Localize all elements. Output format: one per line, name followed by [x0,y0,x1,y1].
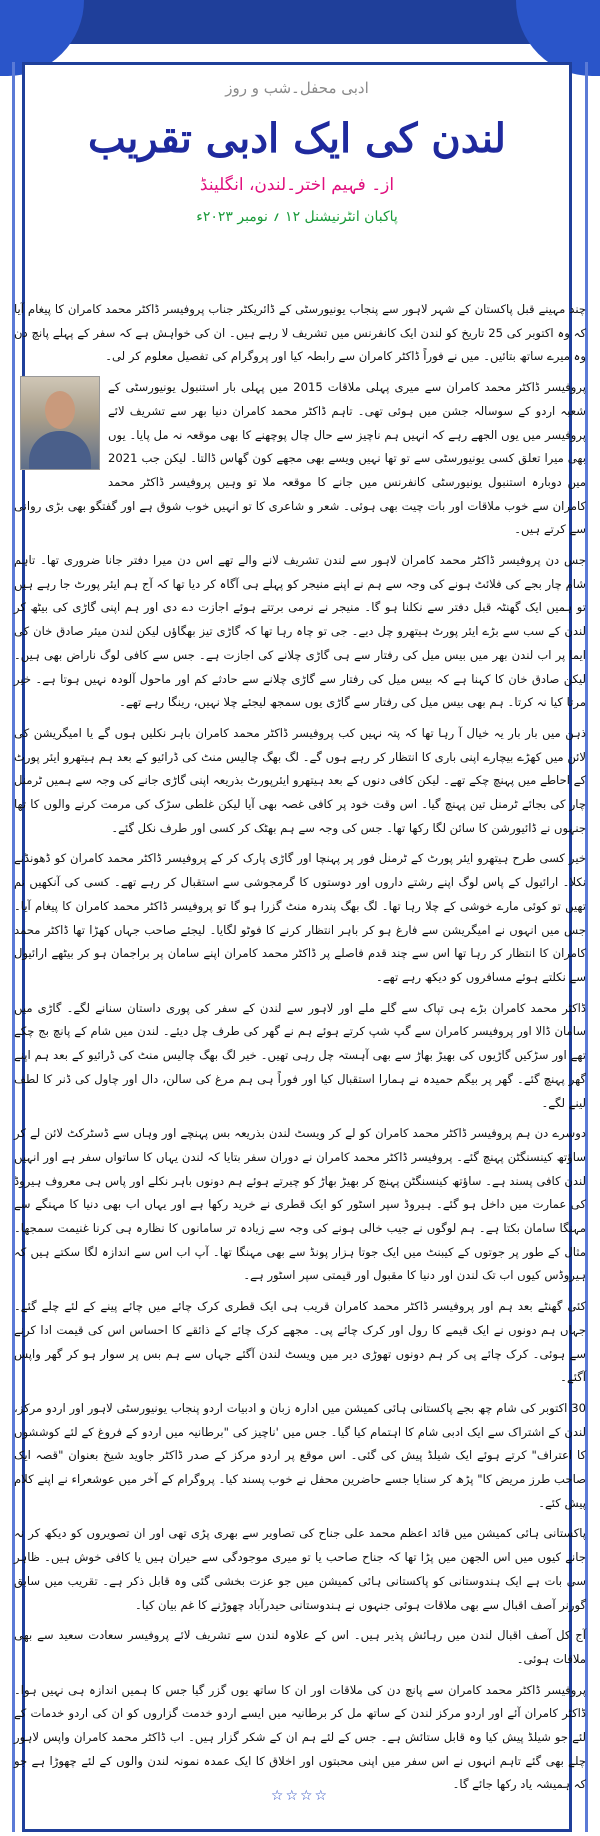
paragraph: ڈاکٹر محمد کامران بڑے ہی تپاک سے گلے ملے اور لاہور سے لندن کے سفر کی پوری داستان سنانے لگے۔ گاڑی میں سامان ڈالا اور پروفیسر کامران سے گپ شپ کرتے ہوئے ہم نے گھر کی طرف چل دیئے۔ لندن میں شام کے پانچ بج چکے تھے اور سڑکیں گاڑیوں کی بھیڑ بھاڑ سے بھی آہستہ چل رہی تھیں۔ خیر لگ بھگ چالیس منٹ کی ڈرائیو کے بعد ہم اپنے گھر پہنچ گئے۔ گھر پر بیگم حمیدہ نے ہمارا استقبال کیا اور فوراً ہی ہم مرغ کی سالن، دال اور چاول کی ڈنر کا لطف لینے لگے۔ [14,1000,586,1110]
paragraph: دوسرے دن ہم پروفیسر ڈاکٹر محمد کامران کو لے کر ویسٹ لندن بذریعہ بس پہنچے اور وہاں سے ڈسٹرکٹ لائن لے کر ساؤتھ کینسنگٹن پہنچ گئے۔ پروفیسر ڈاکٹر محمد کامران نے دوران سفر بتایا کہ لندن یہاں کا ساتواں سفر ہے اور انہیں لندن کافی پسند ہے۔ ساؤتھ کینسنگٹن پہنچ کر بھیڑ بھاڑ کو چیرتے ہوئے ہم دونوں باہر نکلے اور پاس ہی معروف ہیروڈ کی عمارت میں داخل ہو گئے۔ ہیروڈ سپر اسٹور کو ایک قطری نے خرید رکھا ہے اور یہاں اب بھی دنیا کا مہنگے سے مہنگا سامان بکتا ہے۔ ہم لوگوں نے جیب خالی ہونے کی وجہ سے زیادہ تر سامانوں کا نظارہ ہی کرنا غنیمت سمجھا۔ مثال کے طور پر جوتوں کے کیبنٹ میں ایک جوتا ہزار پونڈ سے بھی مہنگا تھا۔ آپ اب اس سے اندازہ لگا سکتے ہیں کہ ہیروڈس کیوں اب تک لندن اور دنیا کا مقبول اور قیمتی سپر اسٹور ہے۔ [14,1126,586,1283]
author-photo [20,376,100,470]
paragraph: کئی گھنٹے بعد ہم اور پروفیسر ڈاکٹر محمد کامران قریب ہی ایک قطری کرک چائے میں چائے پینے کے لئے چلے گئے۔ جہاں ہم دونوں نے ایک قیمے کا رول اور کرک چائے پی۔ مجھے کرک چائے کے ذائقے کا احساس اس کی قیمت ادا کرنے سے ہوئی۔ کرک چائے پی کر ہم دونوں تھوڑی دیر میں ویسٹ لندن آگئے جہاں سے ہم بس پر سوار ہو کر گھر واپس آگئے۔ [14,1299,586,1385]
photo-shirt [29,431,91,470]
end-stars: ☆☆☆☆ [270,1788,330,1804]
author-byline: از۔ فہیم اختر۔لندن، انگلینڈ [199,175,395,195]
paragraph: پاکستانی ہائی کمیشن میں قائد اعظم محمد علی جناح کی تصاویر سے بھری پڑی تھی اور ان تصویروں کو دیکھ کر نہ جانے کیوں میں اس الجھن میں پڑا تھا کہ جناح صاحب یا تو میری موجودگی سے حیران ہیں یا کافی خوش ہیں۔ ظاہر سی بات ہے ایک ہندوستانی کو پاکستانی ہائی کمیشن میں جو عزت بخشی گئی وہ قابل ذکر ہے۔ تقریب میں سابق گورنر آصف اقبال سے بھی ملاقات ہوئی جنہوں نے ہندوستانی حیدرآباد چھوڑنے کا غم بیان کیا۔ [14,1526,586,1612]
article-body [14,298,586,1804]
publication-dateline: پاکبان انٹرنیشنل ۱۲ ؍ نومبر ۲۰۲۳ء [196,209,398,225]
paragraph: آج کل آصف اقبال لندن میں رہائش پذیر ہیں۔ اس کے علاوہ لندن سے تشریف لائے پروفیسر سعادت سعید سے بھی ملاقات ہوئی۔ [14,1628,586,1666]
article-header [25,79,569,225]
paragraph: 30 اکتوبر کی شام چھ بجے پاکستانی ہائی کمیشن میں ادارہ زبان و ادبیات اردو پنجاب یونیورسٹی لاہور اور اردو مرکز، لندن کے اشتراک سے ایک ادبی شام کا اہتمام کیا گیا۔ جس میں 'ناچیز کی "برطانیہ میں اردو کے فروغ کے لئے کوششوں کا اعتراف" کرتے ہوئے ایک شیلڈ پیش کی گئی۔ اس موقع پر اردو مرکز کے صدر ڈاکٹر جاوید شیخ بعنوان "قصہ ایک صاحب طرز مریض کا" پڑھ کر سنایا جسے حاضرین محفل نے خوب پسند کیا۔ پروگرام کے آخر میں عوشعراء نے اپنے کلام پیش کئے۔ [14,1400,586,1510]
paragraph: ذہن میں بار بار یہ خیال آ رہا تھا کہ پتہ نہیں کب پروفیسر ڈاکٹر محمد کامران باہر نکلیں ہوں گے یا امیگریشن کی لائن میں کھڑے بیچارے اپنی باری کا انتظار کر رہے ہوں گے۔ لگ بھگ چالیس منٹ کی ڈرائیو کے بعد ہم ہیتھرو ایئر پورٹ کے احاطے میں پہنچ چکے تھے۔ لیکن کافی دنوں کے بعد ہیتھرو ایئرپورٹ بذریعہ اپنی گاڑی جانے کی وجہ سے ہمیں ٹرمنل چار کی بجائے ٹرمنل تین پہنچ گیا۔ اس وقت خود پر کافی غصہ بھی آیا لیکن غلطی سڑک کی مرمت کرنے والوں کا تھا جنہوں نے ڈائیورشن کا سائن لگا رکھا تھا۔ جس کی وجہ سے ہم بھٹک کر کسی اور طرف نکل گئے۔ [14,725,586,835]
paragraph: خیر کسی طرح ہیتھرو ایئر پورٹ کے ٹرمنل فور پر پہنچا اور گاڑی پارک کر کے پروفیسر ڈاکٹر محمد کامران کو ڈھونڈنے نکلا۔ ارائیول کے پاس لوگ اپنے رشتے داروں اور دوستوں کا گرمجوشی سے استقبال کر رہے تھے۔ کسی کی آنکھیں نم تھیں تو کوئی مارے خوشی کے چلا رہا تھا۔ لگ بھگ پندرہ منٹ گزرا ہو گا تو پروفیسر ڈاکٹر محمد کامران کا پیغام آیا۔ جس میں انہوں نے امیگریشن سے فارغ ہو کر باہر انتظار کرنے کا فوٹو لگایا۔ لیجئے صاحب جہاں کھڑا تھا ڈاکٹر محمد کامران کا انتظار کر رہا تھا اس سے چند قدم فاصلے پر ڈاکٹر محمد کامران اپنے سامان پر براجمان ہو کر بیٹھے ارائیول سے نکلتے ہوئے مسافروں کو دیکھ رہے تھے۔ [14,851,586,984]
photo-face [45,391,75,429]
section-label: ادبی محفل۔شب و روز [225,79,369,97]
paragraph: پروفیسر ڈاکٹر محمد کامران سے میری پہلی ملاقات 2015 میں پہلی بار استنبول یونیورسٹی کے شعبہ اردو کے سوسالہ جشن میں ہوئی تھی۔ تاہم ڈاکٹر محمد کامران دنیا بھر سے تشریف لائے پروفیسر میں یوں الجھے رہے کہ انہیں ہم ناچیز سے حال چال پوچھنے کا بھی موقعہ نہ مل پایا۔ یوں بھی میرا تعلق کسی یونیورسٹی سے تو تھا نہیں ویسے بھی مجھے کون گھاس ڈالتا۔ لیکن جب 2021 میں دوبارہ استنبول یونیورسٹی کانفرنس میں جانے کا موقعہ ملا تو وہیں پروفیسر ڈاکٹر محمد کامران سے خوب ملاقات اور بات چیت بھی ہوئی۔ شعر و شاعری کا تو انہیں خوب شوق ہے اور گفتگو بھی بڑی روانی سے کرتے ہیں۔ [14,380,586,537]
paragraph: جس دن پروفیسر ڈاکٹر محمد کامران لاہور سے لندن تشریف لانے والے تھے اس دن میرا دفتر جانا ضروری تھا۔ تاہم شام چار بجے کی فلائٹ ہونے کی وجہ سے ہم نے اپنے منیجر کو پہلے ہی آگاہ کر دیا تھا کہ آج ہم ایئر پورٹ جا رہے ہیں تو ہمیں ایک گھنٹہ قبل دفتر سے نکلنا ہو گا۔ منیجر نے نرمی برتتے ہوئے اجازت دے دی اور ہم اپنی گاڑی کی بیٹھ کر لندن کے سب سے بڑے ایئر پورٹ ہیتھرو چل دیے۔ جی تو چاہ رہا تھا کہ گاڑی تیز بھگاؤں لیکن لندن میئر صادق خان کی ایما پر اب لندن بھر میں بیس میل کی رفتار سے ہی گاڑی چلانے کی اجازت ہے۔ جس سے کافی لوگ ناراض بھی ہیں۔ لیکن صادق خان کا کہنا ہے کہ بیس میل کی رفتار سے گاڑی چلانے سے حادثے کم اور ماحول آلودہ نہیں ہوتا ہے۔ خیر مرتا کیا نہ کرتا۔ ہم بھی بیس میل کی رفتار سے گاڑی یوں سمجھ لیجئے چلا نہیں، رینگا رہے تھے۔ [14,553,586,710]
article-title: لندن کی ایک ادبی تقریب [87,115,506,162]
paragraph: پروفیسر ڈاکٹر محمد کامران سے پانچ دن کی ملاقات اور ان کا ساتھ یوں گزر گیا جس کا ہمیں اندازہ ہی نہیں ہوا۔ ڈاکٹر کامران آئے اور اردو مرکز لندن کے ساتھ مل کر برطانیہ میں ایسے اردو خدمت گزاروں کو ان کی اردو خدمات کے لئے جو شیلڈ پیش کیا وہ قابل ستائش ہے۔ جس کے لئے ہم ان کے شکر گزار ہیں۔ اب ڈاکٹر محمد کامران واپس لاہور چلے بھی گئے تاہم انہوں نے اس سفر میں اپنی محبتوں اور اخلاق کا ایک عمدہ نمونہ لندن والوں کے لئے چھوڑا ہے جو کہ ہمیشہ یاد رکھا جائے گا۔ [14,1682,586,1792]
top-banner [0,0,600,44]
paragraph: چند مہینے قبل پاکستان کے شہر لاہور سے پنجاب یونیورسٹی کے ڈائریکٹر جناب پروفیسر ڈاکٹر محمد کامران کا پیغام آیا کہ وہ اکتوبر کی 25 تاریخ کو لندن ایک کانفرنس میں تشریف لا رہے ہیں۔ ان کی خواہش ہے کہ سفر کے پہلے پانچ دن وہ میرے ساتھ بتائیں۔ میں نے فوراً ڈاکٹر کامران سے رابطہ کیا اور پروگرام کی تفصیل معلوم کر لی۔ [14,302,586,364]
